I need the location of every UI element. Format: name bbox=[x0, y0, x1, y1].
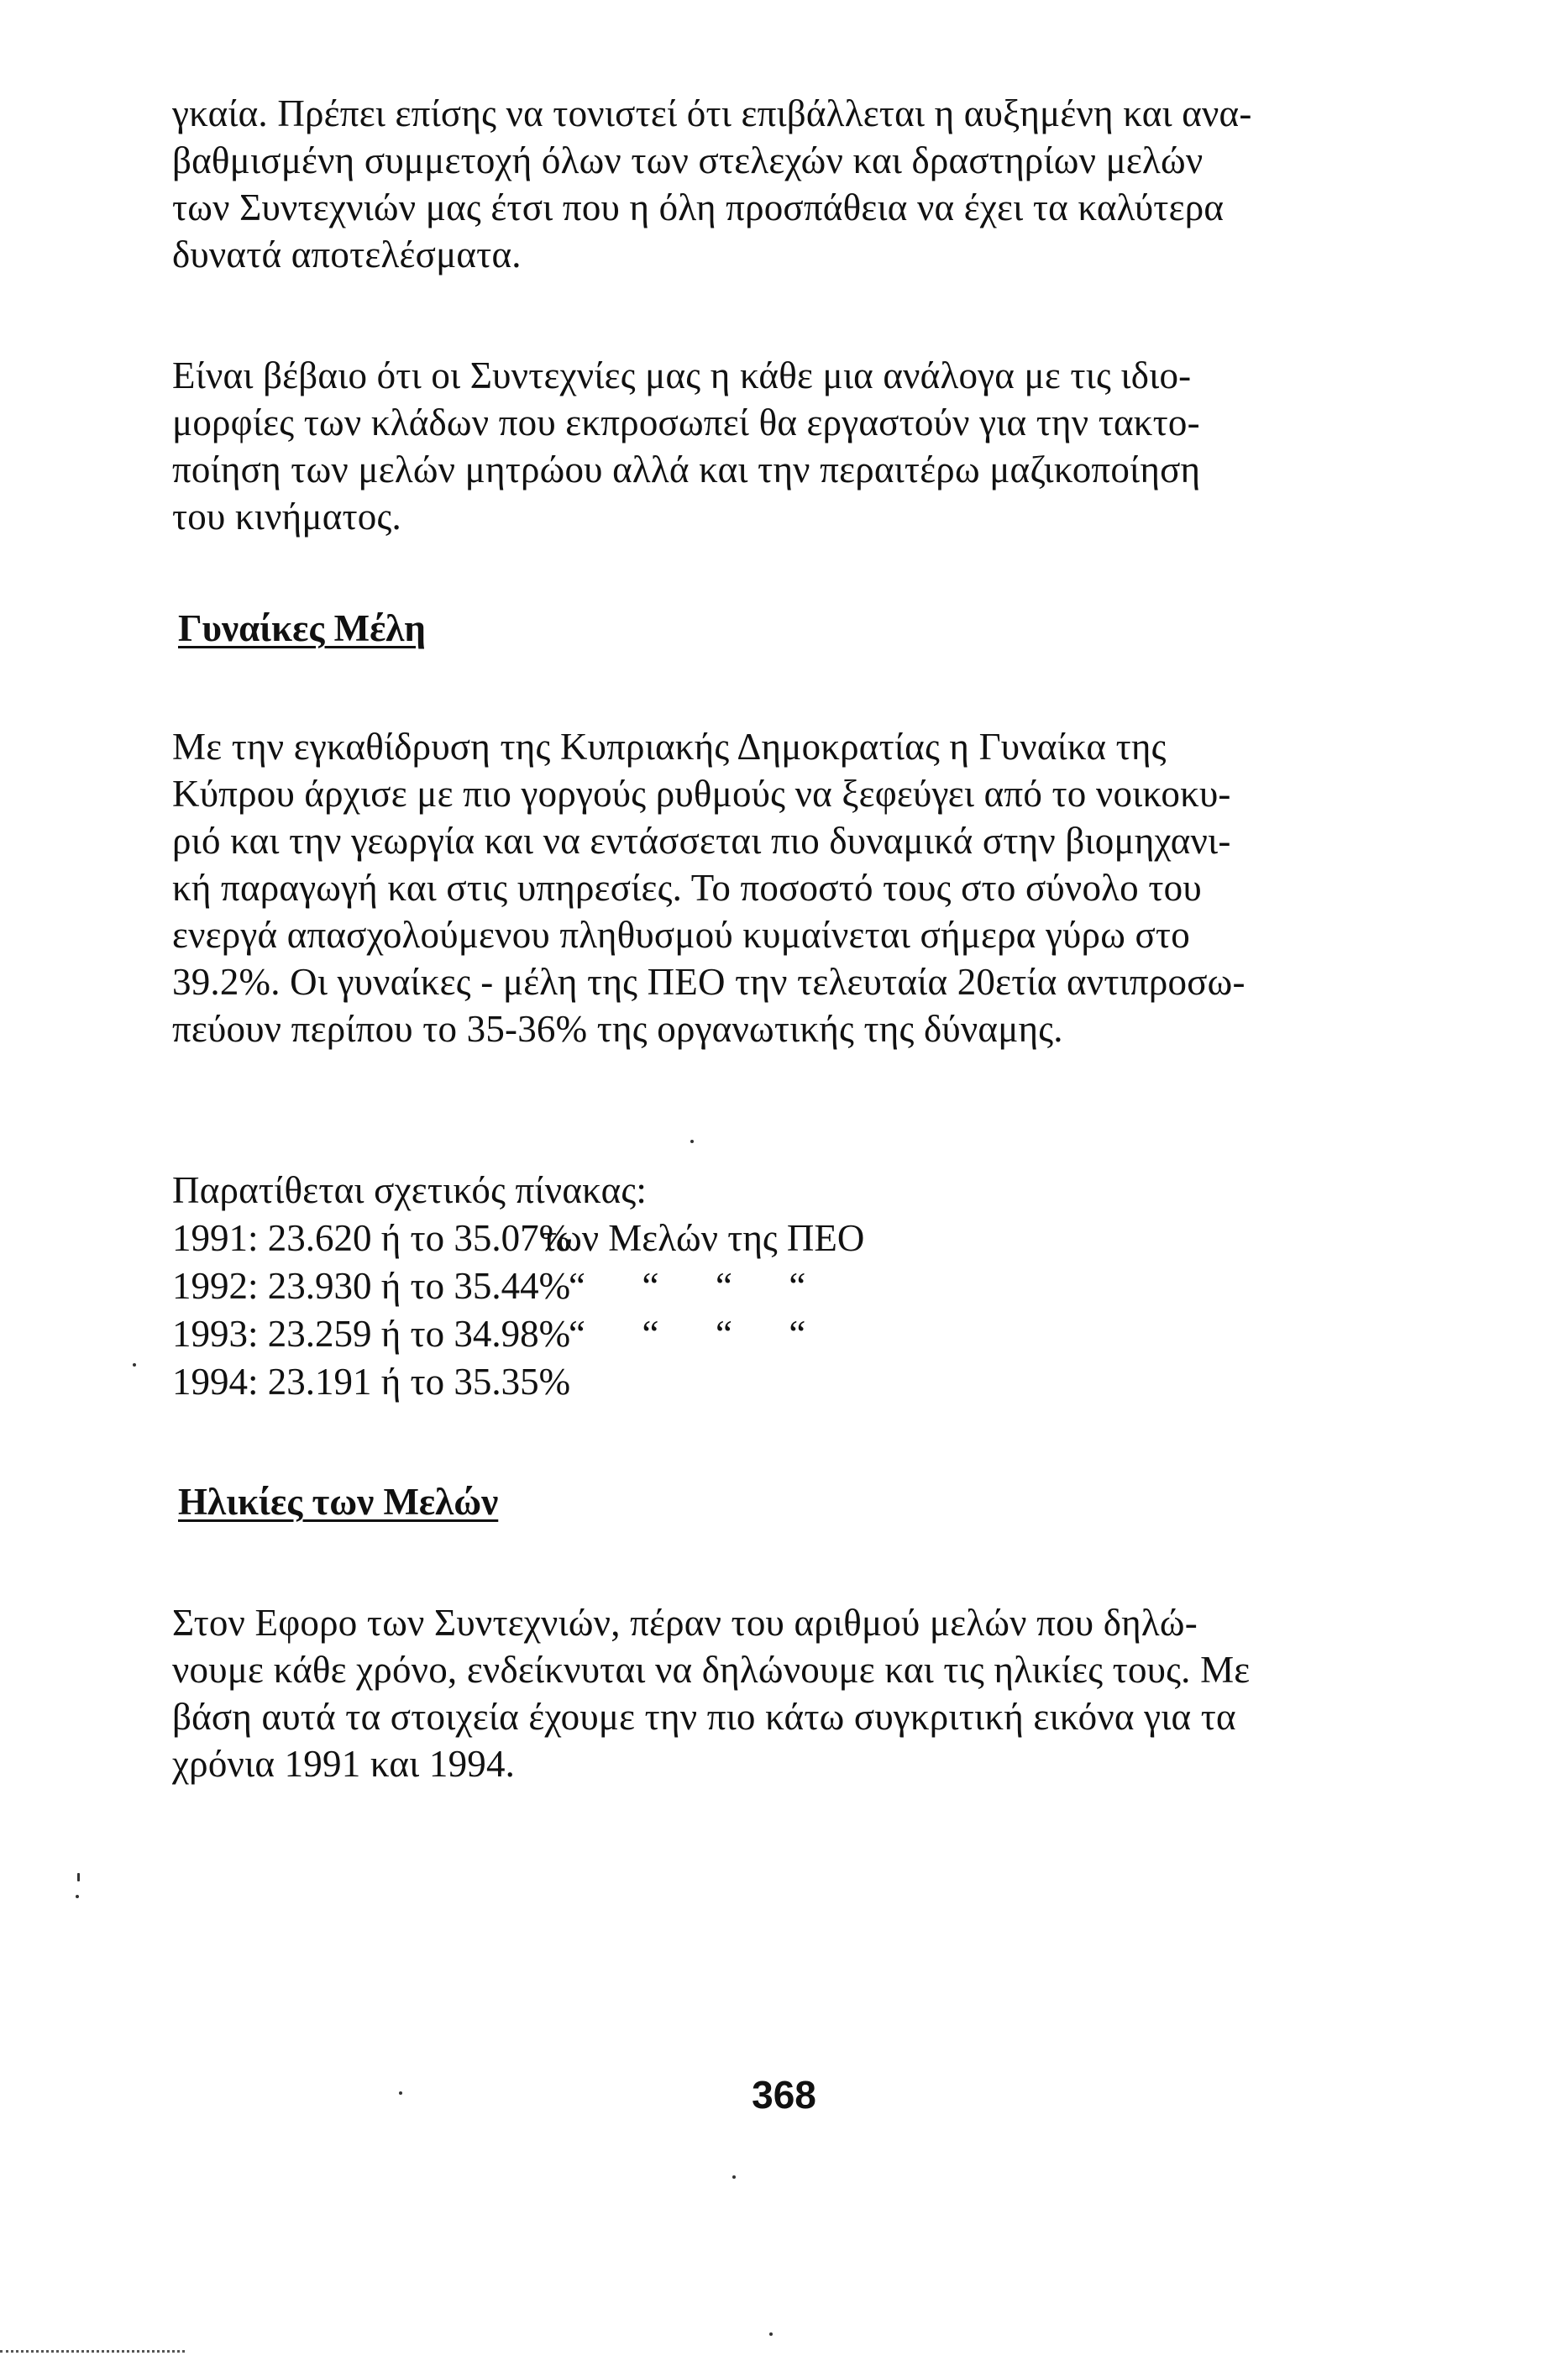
women-paragraph-line-3: ριό και την γεωργία και να εντάσσεται πιο δυναμικά στην βιομηχανι- bbox=[172, 820, 1231, 862]
women-paragraph-line-5: ενεργά απασχολούμενου πληθυσμού κυμαίνεται σήμερα γύρω στο bbox=[172, 914, 1190, 956]
page-number: 368 bbox=[752, 2073, 816, 2117]
women-paragraph-line-4: κή παραγωγή και στις υπηρεσίες. Το ποσοστό τους στο σύνολο του bbox=[172, 867, 1202, 909]
ages-paragraph-line-1: Στον Εφορο των Συντεχνιών, πέραν του αριθμού μελών που δηλώ- bbox=[172, 1602, 1198, 1644]
section-heading-women-members: Γυναίκες Μέλη bbox=[178, 607, 426, 649]
table-row-tail: των Μελών της ΠΕΟ bbox=[542, 1217, 865, 1259]
table-row-year-value: 1992: 23.930 ή το 35.44% bbox=[172, 1265, 571, 1307]
scan-speck bbox=[399, 2091, 402, 2095]
table-intro: Παρατίθεται σχετικός πίνακας: bbox=[172, 1169, 648, 1211]
scan-speck bbox=[76, 1895, 79, 1898]
scan-speck bbox=[133, 1363, 136, 1367]
paragraph-2-line-2: μορφίες των κλάδων που εκπροσωπεί θα εργαστούν για την τακτο- bbox=[172, 401, 1200, 443]
paragraph-1-line-2: βαθμισμένη συμμετοχή όλων των στελεχών και δραστηρίων μελών bbox=[172, 139, 1204, 181]
scan-speck bbox=[77, 1873, 80, 1881]
table-row-year-value: 1993: 23.259 ή το 34.98% bbox=[172, 1313, 571, 1355]
paragraph-2-line-3: ποίηση των μελών μητρώου αλλά και την περαιτέρω μαζικοποίηση bbox=[172, 449, 1201, 491]
paragraph-2-line-4: του κινήματος. bbox=[172, 496, 401, 538]
table-row bbox=[172, 1264, 805, 1308]
table-row bbox=[172, 1312, 805, 1356]
ages-paragraph-line-3: βάση αυτά τα στοιχεία έχουμε την πιο κάτω συγκριτική εικόνα για τα bbox=[172, 1696, 1236, 1738]
paragraph-1-line-4: δυνατά αποτελέσματα. bbox=[172, 233, 522, 275]
paragraph-2-line-1: Είναι βέβαιο ότι οι Συντεχνίες μας η κάθε μια ανάλογα με τις ιδιο- bbox=[172, 354, 1192, 396]
women-paragraph-line-6: 39.2%. Οι γυναίκες - μέλη της ΠΕΟ την τελευταία 20ετία αντιπροσω- bbox=[172, 961, 1245, 1003]
paragraph-1-line-3: των Συντεχνιών μας έτσι που η όλη προσπάθεια να έχει τα καλύτερα bbox=[172, 186, 1225, 228]
scan-edge-artifact bbox=[0, 2350, 185, 2353]
table-row-year-value: 1994: 23.191 ή το 35.35% bbox=[172, 1361, 571, 1403]
table-row bbox=[172, 1360, 609, 1403]
ages-paragraph-line-4: χρόνια 1991 και 1994. bbox=[172, 1743, 516, 1785]
table-row bbox=[172, 1216, 864, 1260]
section-heading-member-ages: Ηλικίες των Μελών bbox=[178, 1481, 499, 1523]
scan-speck bbox=[690, 1140, 694, 1143]
ages-paragraph-line-2: νουμε κάθε χρόνο, ενδείκνυται να δηλώνουμε και τις ηλικίες τους. Με bbox=[172, 1649, 1251, 1691]
table-row-year-value: 1991: 23.620 ή το 35.07% bbox=[172, 1217, 571, 1259]
women-paragraph-line-7: πεύουν περίπου το 35-36% της οργανωτικής της δύναμης. bbox=[172, 1008, 1063, 1050]
table-row-tail: “ “ “ “ bbox=[569, 1313, 806, 1355]
scan-speck bbox=[732, 2175, 736, 2179]
women-paragraph-line-1: Με την εγκαθίδρυση της Κυπριακής Δημοκρατίας η Γυναίκα της bbox=[172, 726, 1167, 768]
scan-speck bbox=[769, 2332, 773, 2336]
table-row-tail: “ “ “ “ bbox=[569, 1265, 806, 1307]
women-paragraph-line-2: Κύπρου άρχισε με πιο γοργούς ρυθμούς να ξεφεύγει από το νοικοκυ- bbox=[172, 773, 1231, 815]
paragraph-1-line-1: γκαία. Πρέπει επίσης να τονιστεί ότι επιβάλλεται η αυξημένη και ανα- bbox=[172, 92, 1252, 134]
